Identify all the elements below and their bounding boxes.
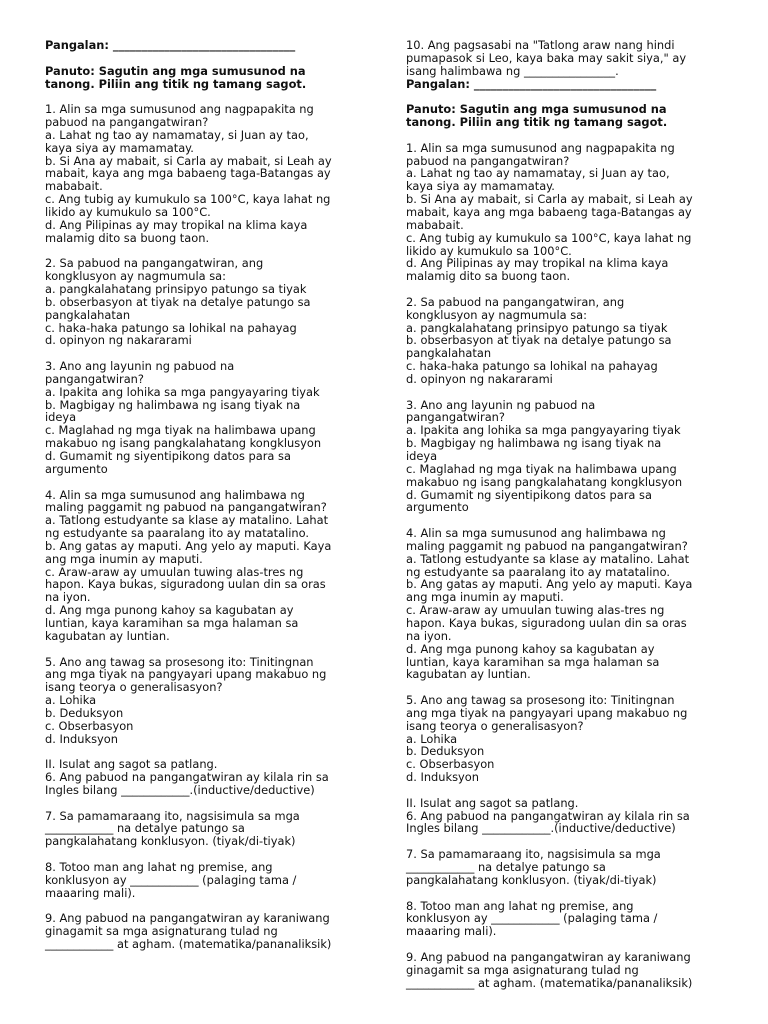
question-9: 9. Ang pabuod na pangangatwiran ay karaniwang ginagamit sa mga asignaturang tulad ng ____________ at agham. (matematika/pananaliksik) [406, 949, 693, 990]
question-3: 3. Ano ang layunin ng pabuod na pangangatwiran? a. Ipakita ang lohika sa mga pangyayaring tiyak b. Magbigay ng halimbawa ng isang tiyak na ideya c. Maglahad ng mga tiyak na halimbawa upang makabuo ng isang pangkalahatang kongklusyon d. Gumamit ng siyentipikong datos para sa argumento [406, 397, 683, 515]
name-line: Pangalan: ________________________________ [45, 38, 296, 52]
part-2-and-question-6: II. Isulat ang sagot sa patlang. 6. Ang pabuod na pangangatwiran ay kilala rin sa Ingles bilang ____________.(inductive/deductive) [406, 795, 690, 836]
question-4: 4. Alin sa mga sumusunod ang halimbawa ng maling paggamit ng pabuod na pangangatwiran? a. Tatlong estudyante sa klase ay matalino. Lahat ng estudyante sa paaralang ito ay matatalino. b. Ang gatas ay maputi. Ang yelo ay maputi. Kaya ang mga inumin ay maputi. c. Araw-araw ay umuulan tuwing alas-tres ng hapon. Kaya bukas, siguradong uulan din sa oras na iyon. d. Ang mga punong kahoy sa kagubatan ay luntian, kaya karamihan sa mga halaman sa kagubatan ay luntian. [45, 487, 332, 643]
instructions: Panuto: Sagutin ang mga sumusunod na tanong. Piliin ang titik ng tamang sagot. [45, 63, 307, 91]
question-5: 5. Ano ang tawag sa prosesong ito: Tinitingnan ang mga tiyak na pangyayari upang makabuo ng isang teorya o generalisasyon? a. Lohika b. Deduksyon c. Obserbasyon d. Induksyon [45, 654, 327, 746]
question-3: 3. Ano ang layunin ng pabuod na pangangatwiran? a. Ipakita ang lohika sa mga pangyayaring tiyak b. Magbigay ng halimbawa ng isang tiyak na ideya c. Maglahad ng mga tiyak na halimbawa upang makabuo ng isang pangkalahatang kongklusyon d. Gumamit ng siyentipikong datos para sa argumento [45, 359, 322, 476]
question-1: 1. Alin sa mga sumusunod ang nagpapakita ng pabuod na pangangatwiran? a. Lahat ng tao ay namamatay, si Juan ay tao, kaya siya ay mamamatay. b. Si Ana ay mabait, si Carla ay mabait, si Leah ay mabait, kaya ang mga babaeng taga-Batangas ay mababait. c. Ang tubig ay kumukulo sa 100°C, kaya lahat ng likido ay kumukulo sa 100°C. d. Ang Pilipinas ay may tropikal na klima kaya malamig dito sa buong taon. [406, 140, 693, 284]
question-7: 7. Sa pamamaraang ito, nagsisimula sa mga ____________ na detalye patungo sa pangkalahatang konklusyon. (tiyak/di-tiyak) [406, 847, 661, 887]
question-10: 10. Ang pagsasabi na "Tatlong araw nang hindi pumapasok si Leo, kaya baka may sakit siya," ay isang halimbawa ng ________________. [406, 38, 687, 78]
right-column [406, 39, 736, 989]
question-1: 1. Alin sa mga sumusunod ang nagpapakita ng pabuod na pangangatwiran? a. Lahat ng tao ay namamatay, si Juan ay tao, kaya siya ay mamamatay. b. Si Ana ay mabait, si Carla ay mabait, si Leah ay mabait, kaya ang mga babaeng taga-Batangas ay mababait. c. Ang tubig ay kumukulo sa 100°C, kaya lahat ng likido ay kumukulo sa 100°C. d. Ang Pilipinas ay may tropikal na klima kaya malamig dito sa buong taon. [45, 102, 332, 245]
question-9: 9. Ang pabuod na pangangatwiran ay karaniwang ginagamit sa mga asignaturang tulad ng ____________ at agham. (matematika/pananaliksik) [45, 911, 332, 952]
question-8: 8. Totoo man ang lahat ng premise, ang konklusyon ay ____________ (palaging tama / maaaring mali). [406, 898, 658, 939]
part-2-and-question-6: II. Isulat ang sagot sa patlang. 6. Ang pabuod na pangangatwiran ay kilala rin sa Ingles bilang ____________.(inductive/deductive) [45, 757, 329, 797]
left-column [45, 39, 375, 951]
question-2: 2. Sa pabuod na pangangatwiran, ang kongklusyon ay nagmumula sa: a. pangkalahatang prinsipyo patungo sa tiyak b. obserbasyon at tiyak na detalye patungo sa pangkalahatan c. haka-haka patungo sa lohikal na pahayag d. opinyon ng nakararami [45, 256, 311, 348]
instructions: Panuto: Sagutin ang mga sumusunod na tanong. Piliin ang titik ng tamang sagot. [406, 102, 668, 130]
question-2: 2. Sa pabuod na pangangatwiran, ang kongklusyon ay nagmumula sa: a. pangkalahatang prinsipyo patungo sa tiyak b. obserbasyon at tiyak na detalye patungo sa pangkalahatan c. haka-haka patungo sa lohikal na pahayag d. opinyon ng nakararami [406, 294, 672, 386]
question-4: 4. Alin sa mga sumusunod ang halimbawa ng maling paggamit ng pabuod na pangangatwiran? a. Tatlong estudyante sa klase ay matalino. Lahat ng estudyante sa paaralang ito ay matatalino. b. Ang gatas ay maputi. Ang yelo ay maputi. Kaya ang mga inumin ay maputi. c. Araw-araw ay umuulan tuwing alas-tres ng hapon. Kaya bukas, siguradong uulan din sa oras na iyon. d. Ang mga punong kahoy sa kagubatan ay luntian, kaya karamihan sa mga halaman sa kagubatan ay luntian. [406, 526, 693, 682]
question-8: 8. Totoo man ang lahat ng premise, ang konklusyon ay ____________ (palaging tama / maaaring mali). [45, 860, 297, 900]
question-5: 5. Ano ang tawag sa prosesong ito: Tinitingnan ang mga tiyak na pangyayari upang makabuo ng isang teorya o generalisasyon? a. Lohika b. Deduksyon c. Obserbasyon d. Induksyon [406, 693, 688, 785]
question-7: 7. Sa pamamaraang ito, nagsisimula sa mga ____________ na detalye patungo sa pangkalahatang konklusyon. (tiyak/di-tiyak) [45, 808, 300, 849]
name-line: Pangalan: ________________________________ [406, 76, 657, 91]
